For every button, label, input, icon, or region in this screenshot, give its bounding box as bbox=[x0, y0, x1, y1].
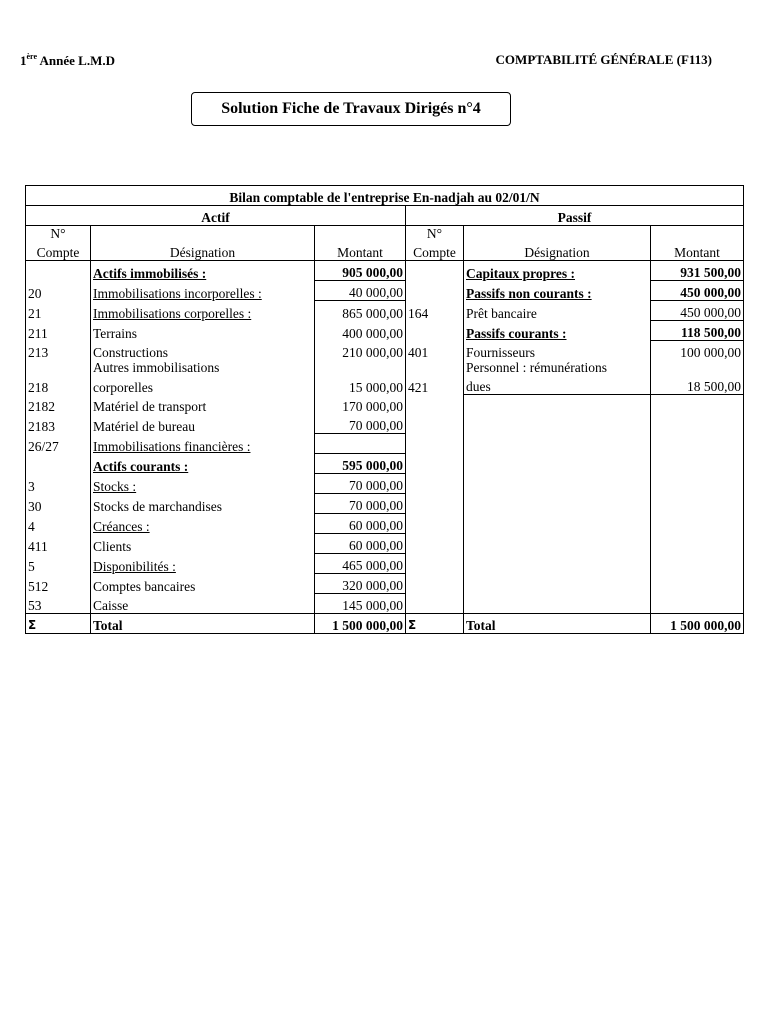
total-label-passif: Total bbox=[464, 614, 651, 634]
table-row: 4 Créances : 60 000,00 bbox=[26, 514, 744, 534]
col-montant-passif: Montant bbox=[651, 241, 744, 261]
table-row: 30 Stocks de marchandises 70 000,00 bbox=[26, 494, 744, 514]
document-title: Solution Fiche de Travaux Dirigés n°4 bbox=[191, 92, 511, 126]
total-passif: 1 500 000,00 bbox=[651, 614, 744, 634]
table-row: 512 Comptes bancaires 320 000,00 bbox=[26, 574, 744, 594]
passif-header: Passif bbox=[406, 206, 744, 226]
sigma-actif: Σ bbox=[26, 614, 91, 634]
col-no-passif: N° bbox=[406, 226, 464, 242]
total-row bbox=[26, 614, 744, 634]
table-row: 411 Clients 60 000,00 bbox=[26, 534, 744, 554]
table-row: Actifs courants : 595 000,00 bbox=[26, 454, 744, 474]
table-caption: Bilan comptable de l'entreprise En-nadjah au 02/01/N bbox=[26, 186, 744, 206]
col-designation-passif: Désignation bbox=[464, 241, 651, 261]
col-compte-actif: Compte bbox=[26, 241, 91, 261]
table-row: 218 corporelles 15 000,00 421 dues 18 500,00 bbox=[26, 375, 744, 395]
table-row: 26/27 Immobilisations financières : bbox=[26, 434, 744, 454]
balance-sheet-table bbox=[25, 185, 744, 634]
table-row: 2183 Matériel de bureau 70 000,00 bbox=[26, 414, 744, 434]
col-montant-actif: Montant bbox=[315, 241, 406, 261]
table-row: 211 Terrains 400 000,00 Passifs courants : 118 500,00 bbox=[26, 321, 744, 341]
col-compte-passif: Compte bbox=[406, 241, 464, 261]
col-designation-actif: Désignation bbox=[91, 241, 315, 261]
table-row: 5 Disponibilités : 465 000,00 bbox=[26, 554, 744, 574]
table-row: 21 Immobilisations corporelles : 865 000,00 164 Prêt bancaire 450 000,00 bbox=[26, 301, 744, 321]
table-row: 3 Stocks : 70 000,00 bbox=[26, 474, 744, 494]
total-label-actif: Total bbox=[91, 614, 315, 634]
total-actif: 1 500 000,00 bbox=[315, 614, 406, 634]
col-no-actif: N° bbox=[26, 226, 91, 242]
table-row: 213 Constructions 210 000,00 401 Fournisseurs 100 000,00 bbox=[26, 341, 744, 361]
table-row: Actifs immobilisés : 905 000,00 Capitaux propres : 931 500,00 bbox=[26, 261, 744, 281]
sigma-passif: Σ bbox=[406, 614, 464, 634]
page-header bbox=[20, 52, 712, 72]
actif-header: Actif bbox=[26, 206, 406, 226]
table-row: 2182 Matériel de transport 170 000,00 bbox=[26, 395, 744, 415]
course-label: COMPTABILITÉ GÉNÉRALE (F113) bbox=[495, 52, 712, 67]
table-row: Autres immobilisations Personnel : rémunérations bbox=[26, 360, 744, 375]
table-row: 53 Caisse 145 000,00 bbox=[26, 594, 744, 614]
table-row: 20 Immobilisations incorporelles : 40 000,00 Passifs non courants : 450 000,00 bbox=[26, 281, 744, 301]
year-label: 1ère Année L.M.D bbox=[20, 52, 116, 68]
